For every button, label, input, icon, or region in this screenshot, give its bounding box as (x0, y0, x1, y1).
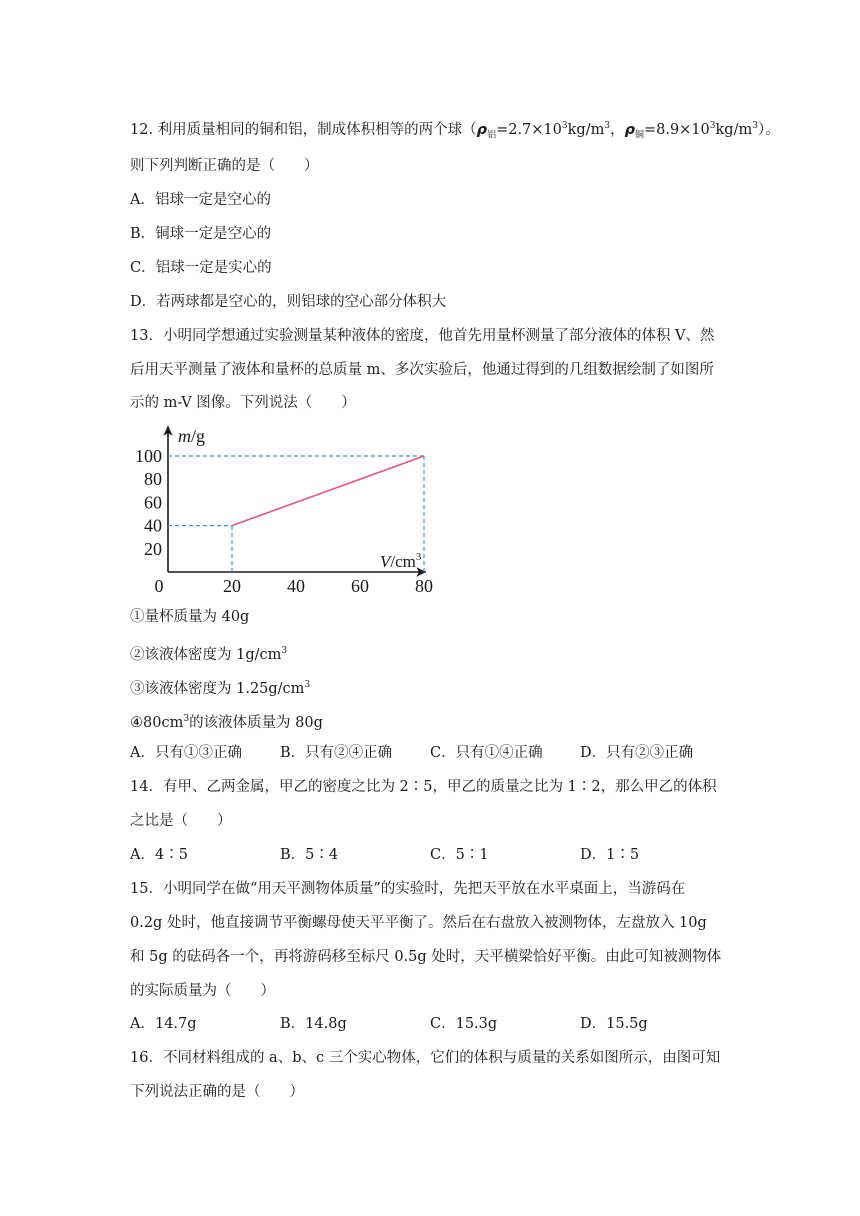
y-axis-label: m/g (178, 426, 206, 446)
q13-option-c: C．只有①④正确 (430, 745, 543, 761)
q13-stem-line2: 后用天平测量了液体和量杯的总质量 m、多次实验后，他通过得到的几组数据绘制了如图所 (130, 362, 714, 378)
x-tick-label: 60 (351, 576, 369, 596)
graph-series (232, 456, 424, 526)
q12-stem: 12. 利用质量相同的铜和铝，制成体积相等的两个球（$\rho_铝=2.7\times 10^3kg/m^3$，$\rho_铜=8.9\times 10^3kg/m^3$）。 (130, 121, 780, 141)
q12-option-d: D．若两球都是空心的，则铝球的空心部分体积大 (130, 294, 447, 310)
q13-stem-line3: 示的 m-V 图像。下列说法（ ） (130, 395, 356, 411)
q13-option-d: D．只有②③正确 (580, 745, 694, 761)
q13-statement-4: $④80cm^3$的该液体质量为 80g (130, 714, 323, 731)
q12-option-b: B．铜球一定是空心的 (130, 226, 272, 242)
y-tick-label: 80 (144, 469, 162, 490)
q12-stem-line2: 则下列判断正确的是（ ） (130, 158, 319, 174)
q13-statement-2: ②该液体密度为 $1g/cm^3$ (130, 646, 288, 663)
q14-stem-line1: 14．有甲、乙两金属，甲乙的密度之比为 2∶5，甲乙的质量之比为 1∶2，那么甲乙的体积 (130, 779, 717, 795)
x-axis-label: $V/cm^3$ (380, 551, 422, 571)
q15-option-b: B．14.8g (280, 1016, 347, 1032)
rho-symbol: ρ (476, 121, 488, 138)
q15-stem-line1: 15．小明同学在做“用天平测物体质量”的实验时，先把天平放在水平桌面上，当游码在 (130, 881, 686, 897)
x-tick-label: 20 (223, 576, 241, 596)
q15-option-a: A．14.7g (130, 1016, 197, 1032)
q14-option-d: D．1∶5 (580, 847, 640, 863)
q14-option-a: A．4∶5 (130, 847, 188, 863)
y-tick-label: 40 (144, 515, 162, 536)
q14-option-c: C．5∶1 (430, 847, 489, 863)
q14-stem-line2: 之比是（ ） (130, 813, 232, 829)
q16-stem-line1: 16．不同材料组成的 a、b、c 三个实心物体，它们的体积与质量的关系如图所示，由图可知 (130, 1050, 721, 1066)
graph-axes (168, 426, 426, 572)
x-tick-label: 80 (415, 576, 433, 596)
series-line-0 (232, 456, 424, 526)
q15-stem-line2: 0.2g 处时，他直接调节平衡螺母使天平平衡了。然后在右盘放入被测物体，左盘放入 10g (130, 915, 707, 931)
x-tick-label: 40 (287, 576, 305, 596)
q13-statement-3: ③该液体密度为 $1.25g/cm^3$ (130, 680, 311, 697)
q12-option-a: A．铝球一定是空心的 (130, 192, 271, 208)
x-tick-label: 0 (154, 576, 164, 596)
q13-option-b: B．只有②④正确 (280, 745, 393, 761)
q16-stem-line2: 下列说法正确的是（ ） (130, 1084, 304, 1100)
q13-option-a: A．只有①③正确 (130, 745, 242, 761)
q15-option-d: D．15.5g (580, 1016, 648, 1032)
q14-option-b: B．5∶4 (280, 847, 339, 863)
y-tick-label: 60 (144, 492, 162, 513)
q15-stem-line4: 的实际质量为（ ） (130, 983, 275, 999)
q12-option-c: C．铝球一定是实心的 (130, 260, 272, 276)
y-tick-label: 20 (144, 538, 162, 559)
q15-option-c: C．15.3g (430, 1016, 498, 1032)
q15-stem-line3: 和 5g 的砝码各一个，再将游码移至标尺 0.5g 处时，天平横梁恰好平衡。由此可知被测物体 (130, 949, 722, 965)
q13-stem-line1: 13．小明同学想通过实验测量某种液体的密度，他首先用量杯测量了部分液体的体积 V、然 (130, 328, 715, 344)
y-tick-label: 100 (135, 446, 162, 466)
rho-symbol: ρ (624, 121, 635, 138)
q13-statement-1: ①量杯质量为 40g (130, 609, 250, 625)
m-v-graph (128, 418, 448, 598)
